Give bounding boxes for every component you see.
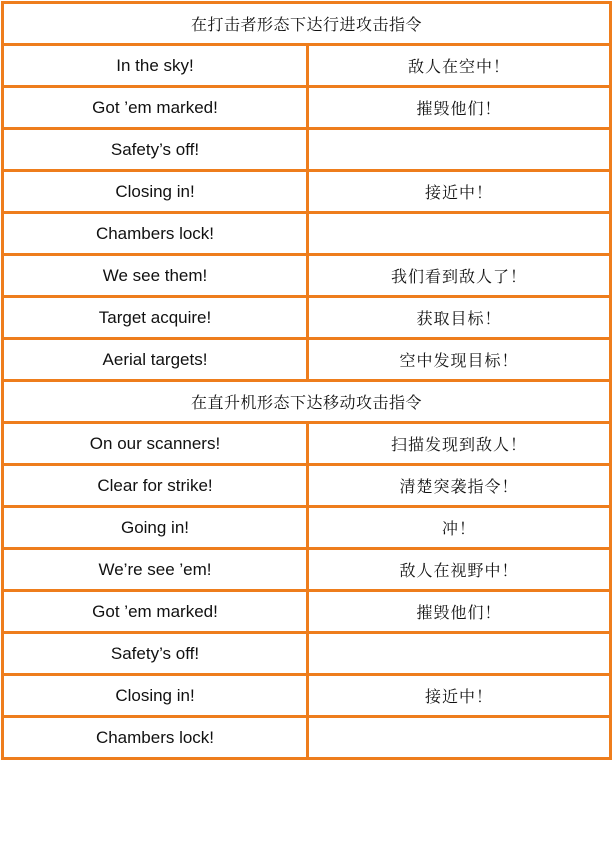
table-row bbox=[3, 465, 611, 507]
chinese-translation-cell bbox=[308, 633, 611, 675]
english-line-cell: On our scanners! bbox=[3, 423, 308, 465]
chinese-translation-cell: 摧毁他们！ bbox=[308, 87, 611, 129]
english-line-cell: Closing in! bbox=[3, 675, 308, 717]
english-line-cell: Going in! bbox=[3, 507, 308, 549]
chinese-translation-cell: 摧毁他们！ bbox=[308, 591, 611, 633]
table-row bbox=[3, 45, 611, 87]
english-line-cell: Got ’em marked! bbox=[3, 591, 308, 633]
table-row bbox=[3, 675, 611, 717]
section-title: 在打击者形态下达行进攻击指令 bbox=[3, 3, 611, 45]
section-header-row bbox=[3, 3, 611, 45]
chinese-translation-cell: 清楚突袭指令！ bbox=[308, 465, 611, 507]
section-title: 在直升机形态下达移动攻击指令 bbox=[3, 381, 611, 423]
table-row bbox=[3, 633, 611, 675]
english-line-cell: Target acquire! bbox=[3, 297, 308, 339]
chinese-translation-cell: 扫描发现到敌人！ bbox=[308, 423, 611, 465]
section-header-row bbox=[3, 381, 611, 423]
english-line-cell: Chambers lock! bbox=[3, 213, 308, 255]
chinese-translation-cell: 敌人在视野中！ bbox=[308, 549, 611, 591]
table-row bbox=[3, 549, 611, 591]
chinese-translation-cell bbox=[308, 717, 611, 759]
english-line-cell: Clear for strike! bbox=[3, 465, 308, 507]
english-line-cell: Aerial targets! bbox=[3, 339, 308, 381]
english-line-cell: Closing in! bbox=[3, 171, 308, 213]
english-line-cell: Safety’s off! bbox=[3, 129, 308, 171]
table-row bbox=[3, 339, 611, 381]
chinese-translation-cell: 冲！ bbox=[308, 507, 611, 549]
chinese-translation-cell: 空中发现目标！ bbox=[308, 339, 611, 381]
table-row bbox=[3, 129, 611, 171]
chinese-translation-cell: 接近中！ bbox=[308, 171, 611, 213]
table-row bbox=[3, 171, 611, 213]
table-row bbox=[3, 717, 611, 759]
table-row bbox=[3, 213, 611, 255]
chinese-translation-cell: 接近中！ bbox=[308, 675, 611, 717]
chinese-translation-cell: 我们看到敌人了！ bbox=[308, 255, 611, 297]
table-body bbox=[3, 3, 611, 759]
table-row bbox=[3, 507, 611, 549]
table-row bbox=[3, 255, 611, 297]
chinese-translation-cell: 获取目标！ bbox=[308, 297, 611, 339]
english-line-cell: We’re see ’em! bbox=[3, 549, 308, 591]
english-line-cell: Chambers lock! bbox=[3, 717, 308, 759]
english-line-cell: Safety’s off! bbox=[3, 633, 308, 675]
chinese-translation-cell bbox=[308, 129, 611, 171]
table-row bbox=[3, 87, 611, 129]
english-line-cell: In the sky! bbox=[3, 45, 308, 87]
table-row bbox=[3, 423, 611, 465]
chinese-translation-cell: 敌人在空中！ bbox=[308, 45, 611, 87]
table-row bbox=[3, 591, 611, 633]
english-line-cell: Got ’em marked! bbox=[3, 87, 308, 129]
table-row bbox=[3, 297, 611, 339]
voice-lines-table bbox=[1, 1, 612, 760]
chinese-translation-cell bbox=[308, 213, 611, 255]
english-line-cell: We see them! bbox=[3, 255, 308, 297]
